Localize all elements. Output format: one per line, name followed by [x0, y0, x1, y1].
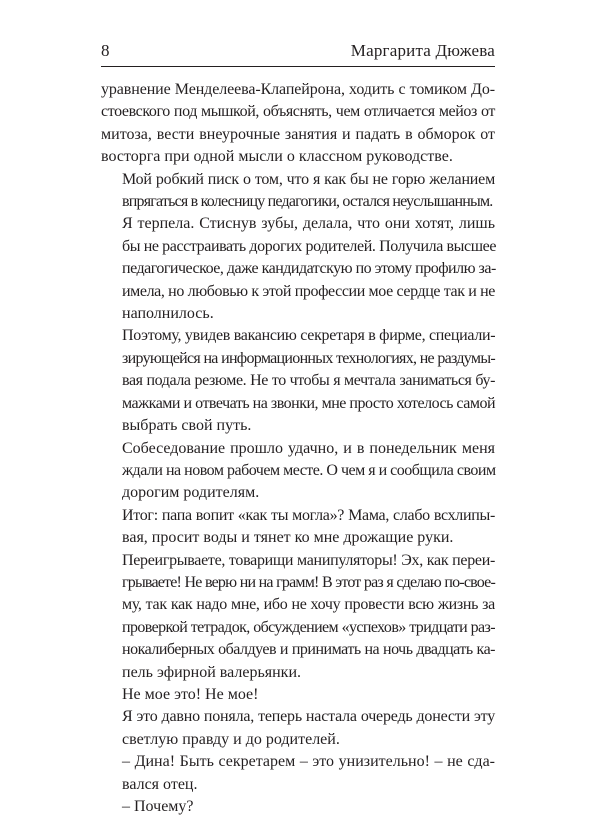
paragraph — [101, 325, 495, 437]
text-line: наполнилось. — [122, 305, 214, 323]
running-head — [101, 39, 495, 63]
header-author: Маргарита Дюжева — [350, 41, 495, 60]
paragraph — [101, 213, 495, 325]
paragraph — [101, 684, 495, 706]
paragraph — [101, 751, 495, 796]
text-line: митоза, вести внеурочные занятия и падать в обморок от — [101, 125, 495, 143]
text-line: Не мое это! Не мое! — [122, 685, 259, 703]
paragraph — [101, 796, 495, 818]
text-line: пель эфирной валерьянки. — [122, 663, 301, 681]
text-line: Я терпела. Стиснув зубы, делала, что они хотят, лишь — [122, 215, 495, 233]
text-line: вая подала резюме. Не то чтобы я мечтала заниматься бу- — [122, 372, 495, 390]
text-line: зирующейся на информационных технологиях, не раздумы- — [122, 349, 495, 367]
text-line: впрягаться в колесницу педагогики, остался неуслышанным. — [122, 193, 493, 211]
text-line: светлую правду и до родителей. — [122, 730, 340, 748]
text-line: восторга при одной мысли о классном руководстве. — [101, 148, 453, 166]
text-line: – Почему? — [122, 798, 194, 815]
text-line: стоевского под мышкой, объяснять, чем отличается мейоз от — [101, 103, 495, 121]
text-line: Переигрываете, товарищи манипуляторы! Эх, как переи- — [122, 551, 495, 569]
text-line: Мой робкий писк о том, что я как бы не горю желанием — [122, 170, 495, 188]
text-line: нокалиберных обалдуев и принимать на ночь двадцать ка- — [122, 641, 495, 659]
paragraph — [101, 169, 495, 214]
text-line: ждали на новом рабочем месте. О чем я и сообщила своим — [122, 461, 496, 479]
text-line: грываете! Не верю ни на грамм! В этот раз я сделаю по-свое- — [122, 573, 495, 591]
text-line: – Дина! Быть секретарем – это унизительно! – не сда- — [122, 753, 495, 771]
text-line: мажками и отвечать на звонки, мне просто хотелось самой — [122, 394, 495, 412]
text-line: му, так как надо мне, ибо не хочу провести всю жизнь за — [122, 596, 495, 614]
paragraph — [101, 505, 495, 550]
header-rule — [101, 66, 495, 67]
text-line: имела, но любовью к этой профессии мое сердце так и не — [122, 282, 495, 300]
text-line: уравнение Менделеева-Клапейрона, ходить с томиком До- — [101, 81, 495, 98]
text-line: Поэтому, увидев вакансию секретаря в фирме, специали- — [122, 327, 496, 345]
text-line: проверкой тетрадок, обсуждением «успехов» тридцати раз- — [122, 618, 495, 636]
paragraph — [101, 706, 495, 751]
text-line: выбрать свой путь. — [122, 417, 252, 435]
paragraph — [101, 438, 495, 505]
text-line: вался отец. — [122, 775, 198, 793]
page-number: 8 — [101, 41, 110, 60]
text-line: Итог: папа вопит «как ты могла»? Мама, слабо всхлипы- — [122, 506, 495, 524]
text-line: педагогическое, даже кандидатскую по этому профилю за- — [122, 260, 496, 278]
text-line: Я это давно поняла, теперь настала очередь донести эту — [122, 708, 495, 726]
text-line: Собеседование прошло удачно, и в понедельник меня — [122, 439, 495, 457]
text-line: дорогим родителям. — [122, 484, 260, 502]
body-text — [101, 79, 495, 818]
paragraph — [101, 550, 495, 684]
text-line: бы не расстраивать дорогих родителей. Получила высшее — [122, 237, 497, 255]
paragraph — [101, 79, 495, 169]
text-line: вая, просит воды и тянет ко мне дрожащие руки. — [122, 529, 454, 547]
